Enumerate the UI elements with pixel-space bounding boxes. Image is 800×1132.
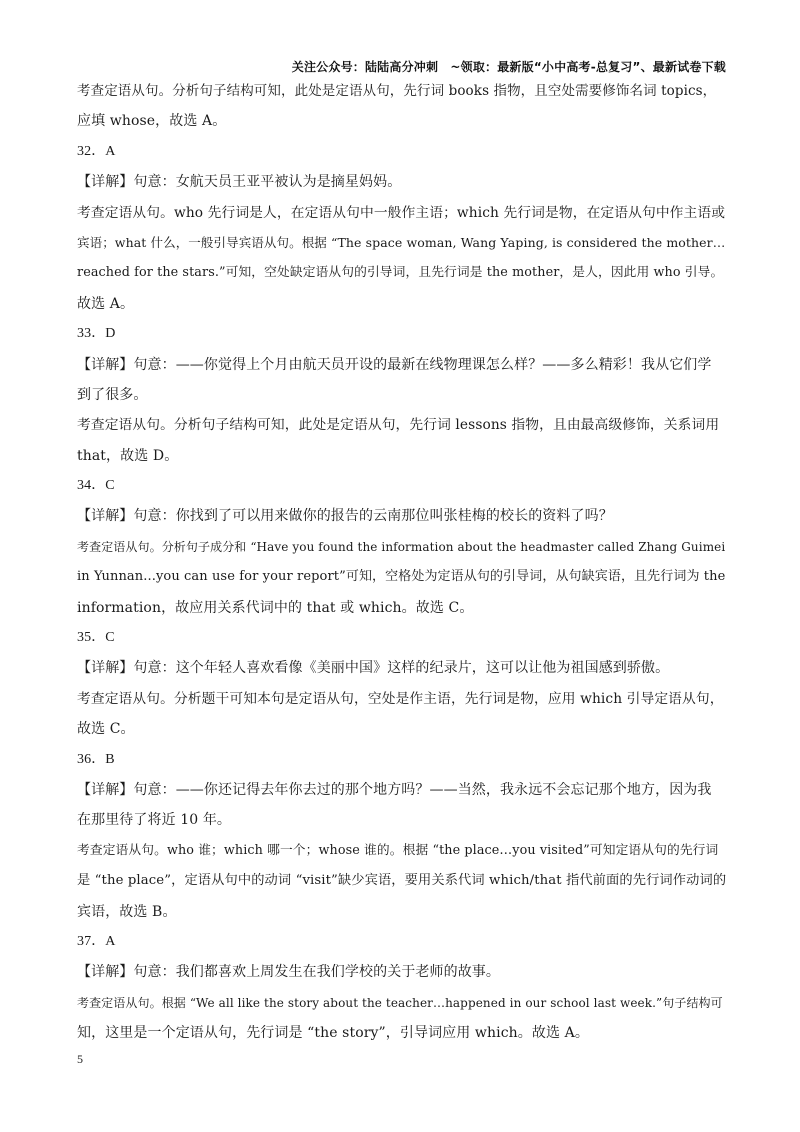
text-line: 宾语，故选 B。 [77, 903, 177, 920]
text-line: 考查定语从句。分析句子结构可知，此处是定语从句，先行词 books 指物，且空处需要修饰名词 topics， [77, 83, 717, 99]
text-line: 知，这里是一个定语从句，先行词是 “the story”，引导词应用 which。故选 A。 [77, 1025, 589, 1042]
question-number: 33．D [77, 326, 116, 342]
text-line: 考查定语从句。分析句子成分和 “Have you found the information about the headmaster called Zhang Guimei [77, 539, 726, 554]
text-line: 考查定语从句。who 先行词是人，在定语从句中一般作主语；which 先行词是物，在定语从句中作主语或 [77, 204, 726, 221]
text-line: 考查定语从句。who 谁；which 哪一个；whose 谁的。根据 “the place…you visited”可知定语从句的先行词 [77, 842, 719, 858]
text-line: 考查定语从句。根据 “We all like the story about the teacher…happened in our school last week.”句子结构可 [77, 995, 723, 1010]
text-line: 【详解】句意：这个年轻人喜欢看像《美丽中国》这样的纪录片，这可以让他为祖国感到骄傲。 [77, 660, 670, 677]
text-line: 考查定语从句。分析题干可知本句是定语从句，空处是作主语，先行词是物，应用 which 引导定语从句， [77, 690, 724, 707]
text-line: 【详解】句意：你找到了可以用来做你的报告的云南那位叫张桂梅的校长的资料了吗？ [77, 508, 613, 525]
text-line: reached for the stars.”可知，空处缺定语从句的引导词，且先行词是 the mother，是人，因此用 who 引导。 [77, 265, 724, 281]
question-number: 32．A [77, 143, 116, 159]
page-header: 关注公众号：陆陆高分冲刺 ~领取：最新版“小中高考-总复习”、最新试卷下载 [291, 60, 726, 74]
page-number: 5 [77, 1052, 83, 1066]
question-number: 34．C [77, 478, 115, 494]
text-line: 故选 A。 [77, 295, 135, 312]
text-line: 【详解】句意：女航天员王亚平被认为是摘星妈妈。 [77, 174, 402, 191]
question-number: 37．A [77, 933, 116, 949]
text-line: that，故选 D。 [77, 447, 179, 464]
answer-explanations [77, 76, 727, 1049]
question-number: 36．B [77, 751, 115, 767]
question-number: 35．C [77, 630, 115, 646]
text-line: 【详解】句意：——你还记得去年你去过的那个地方吗？——当然，我永远不会忘记那个地方，因为我 [77, 781, 712, 798]
text-line: 应填 whose，故选 A。 [77, 113, 227, 130]
text-line: information，故应用关系代词中的 that 或 which。故选 C。 [77, 599, 474, 616]
text-line: 故选 C。 [77, 721, 135, 738]
text-line: 在那里待了将近 10 年。 [77, 812, 232, 829]
text-line: 是 “the place”，定语从句中的动词 “visit”缺少宾语，要用关系代词 which/that 指代前面的先行词作动词的 [77, 873, 727, 889]
text-line: 【详解】句意：我们都喜欢上周发生在我们学校的关于老师的故事。 [77, 964, 500, 981]
text-line: in Yunnan...you can use for your report”可知，空格处为定语从句的引导词，从句缺宾语，且先行词为 the [77, 569, 726, 585]
text-line: 【详解】句意：——你觉得上个月由航天员开设的最新在线物理课怎么样？——多么精彩！我从它们学 [77, 356, 712, 373]
text-line: 宾语；what 什么，一般引导宾语从句。根据 “The space woman, Wang Yaping, is considered the mother… [77, 234, 726, 250]
text-line: 到了很多。 [77, 386, 148, 403]
text-line: 考查定语从句。分析句子结构可知，此处是定语从句，先行词 lessons 指物，且由最高级修饰，关系词用 [77, 417, 720, 434]
